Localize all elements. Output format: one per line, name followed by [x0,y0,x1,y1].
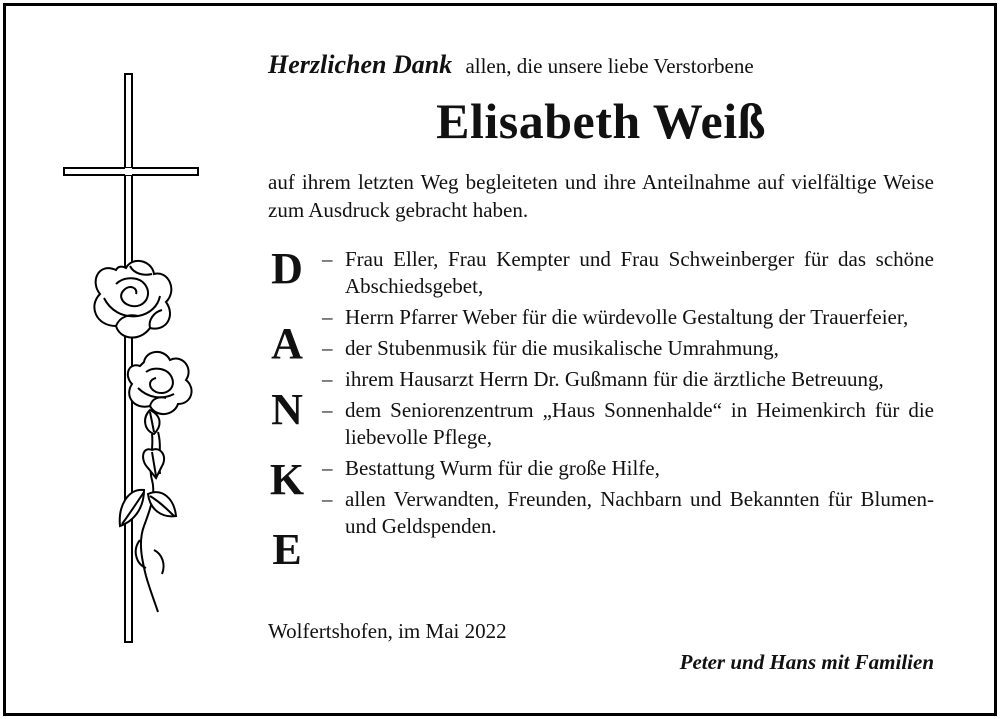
list-item-text: Bestattung Wurm für die große Hilfe, [345,456,660,480]
list-item [322,486,934,540]
danke-letter-n: N [271,385,303,434]
list-item [322,246,934,300]
signature: Peter und Hans mit Familien [679,650,934,674]
intro-rest: allen, die unsere liebe Verstorbene [465,54,754,78]
intro-line [268,50,754,80]
danke-letter-a: A [271,319,303,368]
place-date: Wolfertshofen, im Mai 2022 [268,619,507,643]
danke-letter-k: K [269,455,305,504]
list-item [322,304,934,331]
list-item-text: Herrn Pfarrer Weber für die würdevolle Gestaltung der Trauerfeier, [345,305,909,329]
list-item-text: Frau Eller, Frau Kempter und Frau Schweinberger für das schöne Abschiedsgebet, [345,247,934,298]
list-item [322,397,934,451]
dash: – [322,487,333,511]
list-item [322,335,934,362]
list-item-text: ihrem Hausarzt Herrn Dr. Gußmann für die ärztliche Betreuung, [345,367,884,391]
dash: – [322,247,333,271]
dash: – [322,367,333,391]
list-item-text: allen Verwandten, Freunden, Nachbarn und Bekannten für Blumen- und Geldspenden. [345,487,934,538]
list-item [322,455,934,482]
list-item-text: der Stubenmusik für die musikalische Umrahmung, [345,336,779,360]
dash: – [322,305,333,329]
dash: – [322,398,333,422]
intro-paragraph: auf ihrem letzten Weg begleiteten und ihre Anteilnahme auf vielfältige Weise zum Ausdruck gebracht haben. [268,170,934,222]
danke-letter-d: D [271,244,303,293]
list-item [322,366,934,393]
dash: – [322,336,333,360]
thanks-list [322,246,934,544]
danke-letter-e: E [272,525,302,574]
deceased-name: Elisabeth Weiß [436,93,766,149]
dash: – [322,456,333,480]
cross-with-roses-icon [58,70,208,650]
list-item-text: dem Seniorenzentrum „Haus Sonnenhalde“ in Heimenkirch für die liebevolle Pflege, [345,398,934,449]
intro-lead: Herzlichen Dank [268,50,453,79]
